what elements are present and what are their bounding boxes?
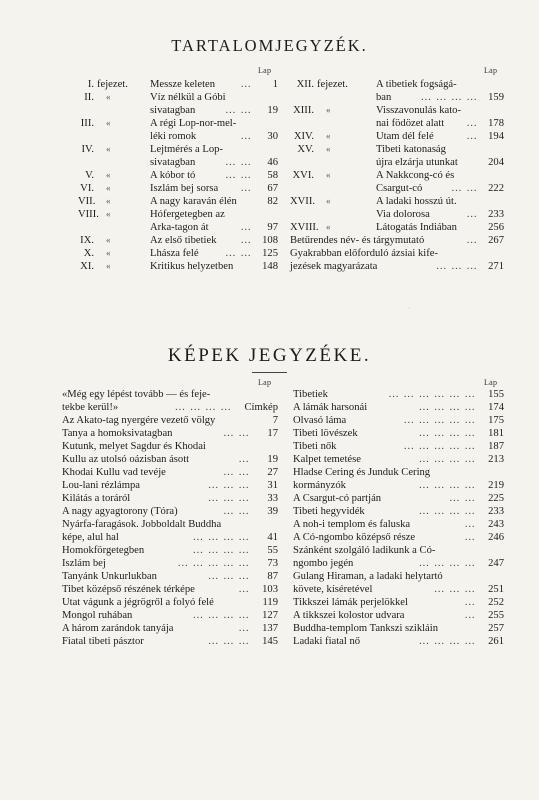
page-number: 267 [488, 235, 504, 246]
illustration-entry [293, 531, 504, 544]
page-number: 194 [488, 131, 504, 142]
page-number: 19 [267, 105, 278, 116]
ditto-mark: « [326, 170, 331, 180]
entry-title: Gyakrabban előforduló ázsiai kife- [290, 248, 438, 259]
illustration-title: Gulang Hiraman, a ladaki helytartó [293, 571, 443, 582]
toc-entry [290, 78, 504, 91]
leader-dots: … … … [207, 636, 250, 647]
leader-dots: … [240, 235, 252, 246]
toc-entry [78, 195, 278, 208]
ditto-mark: « [106, 92, 111, 102]
illustration-title: Buddha-templom Tankszi szikláin [293, 623, 438, 634]
page-number: 261 [488, 636, 504, 647]
images-title: KÉPEK JEGYZÉKE. [167, 345, 372, 366]
entry-title: Betűrendes név- és tárgymutató [290, 235, 425, 246]
page-number: 178 [488, 118, 504, 129]
leader-dots: … … … … [418, 454, 476, 465]
images-left-lap-label: Lap [258, 378, 272, 387]
chapter-number: XIII. [293, 105, 314, 116]
leader-dots: … [240, 131, 252, 142]
page-number: 213 [488, 454, 504, 465]
chapter-number: II. [84, 92, 94, 103]
illustration-title: Tibeti hegyvidék [293, 506, 365, 517]
entry-title: Hófergetegben az [150, 209, 225, 220]
page-number: 87 [267, 571, 278, 582]
illustration-title: Lou-lani rézlámpa [62, 480, 140, 491]
toc-entry [78, 182, 278, 195]
leader-dots: … … [225, 157, 252, 168]
page-number: 30 [267, 131, 278, 142]
chapter-number: XI. [80, 261, 94, 272]
illustration-entry [293, 440, 504, 453]
leader-dots: … … … … [418, 506, 476, 517]
page-number: 219 [488, 480, 504, 491]
ditto-mark: « [326, 144, 331, 154]
chapter-number: XIV. [293, 131, 314, 142]
ditto-mark: « [106, 248, 111, 258]
leader-dots: … [466, 118, 478, 129]
illustration-title: Khodai Kullu vad tevéje [62, 467, 166, 478]
illustration-entry [62, 492, 278, 505]
page-number: 148 [262, 261, 278, 272]
entry-title: Látogatás Indiában [376, 222, 457, 233]
illustration-entry [293, 388, 504, 401]
chapter-number: VII. [78, 196, 96, 207]
toc-entry [78, 169, 278, 182]
ditto-mark: « [326, 222, 331, 232]
page-number: 252 [488, 597, 504, 608]
illustration-entry [293, 583, 504, 596]
toc-entry [290, 117, 504, 130]
leader-dots: … [464, 519, 476, 530]
leader-dots: … [464, 532, 476, 543]
illustration-entry [62, 635, 278, 648]
illustration-title: Tibetiek [293, 389, 328, 400]
illustration-entry [293, 414, 504, 427]
entry-title: Kritikus helyzetben [150, 261, 234, 272]
entry-title: sivatagban [150, 157, 196, 168]
leader-dots: … … … … [418, 636, 476, 647]
ditto-mark: « [106, 235, 111, 245]
leader-dots: … … [223, 428, 250, 439]
illustration-entry [293, 427, 504, 440]
illustration-title: A három zarándok tanyája [62, 623, 174, 634]
leader-dots: … … … [207, 493, 250, 504]
illustration-title: Nyárfa-faragások. Jobboldalt Buddha [62, 519, 222, 530]
page-number: 7 [272, 415, 278, 426]
illustration-entry [293, 492, 504, 505]
illustration-entry [62, 544, 278, 557]
leader-dots: … … … … [418, 428, 476, 439]
entry-title: jezések magyarázata [290, 261, 378, 272]
entry-title: Lejtmérés a Lop- [150, 144, 223, 155]
chapter-number: XII. [296, 79, 314, 90]
page-number: 67 [267, 183, 278, 194]
page-number: 31 [267, 480, 278, 491]
page-number: 246 [488, 532, 504, 543]
leader-dots: … … [225, 248, 252, 259]
illustration-title: Szánként szolgáló ladikunk a Có- [293, 545, 436, 556]
chapter-number: VI. [80, 183, 94, 194]
leader-dots: … … … … … [403, 441, 476, 452]
page-number: 137 [262, 623, 278, 634]
toc-entry [290, 169, 504, 182]
toc-entry [78, 104, 278, 117]
page-number: 155 [488, 389, 504, 400]
leader-dots: … [240, 79, 252, 90]
illustration-title: Kilátás a toráról [62, 493, 131, 504]
illustration-title: Olvasó láma [293, 415, 347, 426]
leader-dots: … [238, 584, 250, 595]
page-number: 225 [488, 493, 504, 504]
chapter-number: XVII. [290, 196, 316, 207]
contents-title: TARTALOMJEGYZÉK. [171, 36, 368, 55]
chapter-number: XVI. [292, 170, 314, 181]
page-number: 233 [488, 209, 504, 220]
illustration-title: Tanya a homoksivatagban [62, 428, 173, 439]
illustration-entry [62, 557, 278, 570]
chapter-number: III. [80, 118, 94, 129]
page-number: 271 [488, 261, 504, 272]
entry-title: újra elzárja utunkat [376, 157, 458, 168]
leader-dots: … … … … [418, 558, 476, 569]
ditto-mark: « [106, 170, 111, 180]
illustration-title: Hladse Cering és Junduk Cering [293, 467, 431, 478]
toc-entry [290, 130, 504, 143]
illustration-entry [293, 635, 504, 648]
leader-dots: … … … [433, 584, 476, 595]
title-rule [252, 372, 287, 373]
toc-entry [78, 91, 278, 104]
leader-dots: … … … [207, 571, 250, 582]
illustration-entry [62, 596, 278, 609]
page-number: 233 [488, 506, 504, 517]
leader-dots: … [466, 131, 478, 142]
illustration-title: Utat vágunk a jégrögről a folyó felé [62, 597, 214, 608]
toc-entry [78, 221, 278, 234]
ditto-mark: « [326, 196, 331, 206]
illustration-title: kormányzók [293, 480, 346, 491]
page-number: 247 [488, 558, 504, 569]
illustration-title: Kullu az utolsó oázisban ásott [62, 454, 190, 465]
leader-dots: … … … … … [403, 415, 476, 426]
illustration-entry [62, 479, 278, 492]
chapter-number: IV. [81, 144, 94, 155]
chapter-number: XV. [297, 144, 314, 155]
entry-title: A Nakkcong-có és [376, 170, 455, 181]
page-number: 103 [262, 584, 278, 595]
illustration-entry [62, 609, 278, 622]
page-number: 27 [267, 467, 278, 478]
entry-title: sivatagban [150, 105, 196, 116]
page-number: 41 [267, 532, 278, 543]
entry-title: Lhásza felé [150, 248, 199, 259]
leader-dots: … [466, 209, 478, 220]
toc-entry [78, 208, 278, 221]
illustration-entry [62, 518, 278, 531]
illustration-entry [293, 466, 504, 479]
entry-title: Utam dél felé [376, 131, 434, 142]
page-number: 187 [488, 441, 504, 452]
entry-title: Csargut-có [376, 183, 423, 194]
leader-dots: … … … … … … [388, 389, 476, 400]
contents-right-lap-label: Lap [484, 66, 498, 75]
illustration-entry [293, 622, 504, 635]
illustration-title: ngombo jegén [293, 558, 354, 569]
leader-dots: … … [223, 506, 250, 517]
illustration-entry [62, 388, 278, 401]
page-number: Címkép [244, 402, 278, 413]
ditto-mark: « [106, 261, 111, 271]
chapter-word: fejezet. [317, 79, 348, 90]
leader-dots: … … … … … [177, 558, 250, 569]
page-number: 58 [267, 170, 278, 181]
illustration-title: Homokförgetegben [62, 545, 145, 556]
page-number: 19 [267, 454, 278, 465]
illustration-entry [62, 466, 278, 479]
leader-dots: … [240, 222, 252, 233]
leader-dots: … … … … [192, 532, 250, 543]
illustration-entry [293, 557, 504, 570]
page-number: 256 [488, 222, 504, 233]
toc-entry [78, 130, 278, 143]
illustration-title: «Még egy lépést tovább — és feje- [62, 389, 211, 400]
toc-entry [290, 156, 504, 169]
illustration-title: Kalpet temetése [293, 454, 361, 465]
chapter-number: XVIII. [290, 222, 319, 233]
page-number: 257 [488, 623, 504, 634]
toc-entry [78, 143, 278, 156]
ditto-mark: « [106, 209, 111, 219]
illustration-title: Iszlám bej [62, 558, 106, 569]
page-number: 46 [267, 157, 278, 168]
illustration-title: tekbe kerül!» [62, 402, 119, 413]
illustration-entry [293, 479, 504, 492]
toc-entry [78, 247, 278, 260]
illustration-title: Tibeti nők [293, 441, 337, 452]
page-number: 55 [267, 545, 278, 556]
illustration-entry [293, 570, 504, 583]
leader-dots: … [240, 183, 252, 194]
leader-dots: … [238, 454, 250, 465]
chapter-number: I. [87, 79, 94, 90]
entry-title: A régi Lop-nor-mel- [150, 118, 237, 129]
entry-title: Iszlám bej sorsa [150, 183, 219, 194]
ditto-mark: « [106, 183, 111, 193]
leader-dots: … [464, 610, 476, 621]
toc-entry [78, 117, 278, 130]
illustration-entry [293, 401, 504, 414]
entry-title: Messze keleten [150, 79, 216, 90]
toc-entry [290, 143, 504, 156]
page-number: 127 [262, 610, 278, 621]
page-number: 73 [267, 558, 278, 569]
leader-dots: … … … … [174, 402, 232, 413]
entry-title: A tibetiek fogságá- [376, 79, 457, 90]
chapter-number: X. [83, 248, 94, 259]
illustration-entry [293, 544, 504, 557]
page-number: 1 [272, 79, 278, 90]
illustration-entry [293, 596, 504, 609]
toc-entry [290, 195, 504, 208]
illustration-title: A nagy agyagtorony (Tóra) [62, 506, 178, 517]
leader-dots: … … [223, 467, 250, 478]
toc-entry [290, 182, 504, 195]
chapter-word: fejezet. [97, 79, 128, 90]
ditto-mark: « [106, 144, 111, 154]
chapter-number: V. [85, 170, 94, 181]
entry-title: A nagy karaván élén [150, 196, 237, 207]
entry-title: nai födözet alatt [376, 118, 445, 129]
illustration-title: Tibeti lövészek [293, 428, 358, 439]
illustration-title: Az Akato-tag nyergére vezető völgy [62, 415, 216, 426]
entry-title: Tibeti katonaság [376, 144, 446, 155]
entry-title: A kóbor tó [150, 170, 196, 181]
leader-dots: … [238, 623, 250, 634]
page-number: 125 [262, 248, 278, 259]
entry-title: Arka-tagon át [150, 222, 209, 233]
page-number: 82 [267, 196, 278, 207]
toc-entry [78, 234, 278, 247]
toc-entry [290, 91, 504, 104]
illustration-title: Tanyánk Unkurlukban [62, 571, 157, 582]
illustration-entry [62, 622, 278, 635]
illustration-title: A Csargut-có partján [293, 493, 382, 504]
toc-entry [78, 260, 278, 273]
illustration-title: Tikkszei lámák perjelökkel [293, 597, 408, 608]
page-number: 243 [488, 519, 504, 530]
illustration-entry [62, 505, 278, 518]
illustration-title: Tibet középső részének térképe [62, 584, 195, 595]
toc-entry [290, 234, 504, 247]
leader-dots: … … … [207, 480, 250, 491]
leader-dots: … … [225, 170, 252, 181]
illustration-entry [293, 518, 504, 531]
illustration-entry [62, 401, 278, 414]
leader-dots: … … … … [420, 92, 478, 103]
illustration-title: Fiatal tibeti pásztor [62, 636, 144, 647]
leader-dots: … [466, 235, 478, 246]
page-number: 174 [488, 402, 504, 413]
illustration-entry [62, 427, 278, 440]
illustration-entry [62, 583, 278, 596]
images-right-lap-label: Lap [484, 378, 498, 387]
page-number: 175 [488, 415, 504, 426]
illustration-title: követe, kíséretével [293, 584, 373, 595]
illustration-title: Mongol ruhában [62, 610, 133, 621]
page-number: 222 [488, 183, 504, 194]
illustration-entry [293, 505, 504, 518]
illustration-entry [293, 453, 504, 466]
illustration-entry [62, 570, 278, 583]
ditto-mark: « [106, 118, 111, 128]
leader-dots: … … [225, 105, 252, 116]
entry-title: Via dolorosa [376, 209, 430, 220]
leader-dots: … … [451, 183, 478, 194]
leader-dots: … … … [435, 261, 478, 272]
entry-title: A ladaki hosszú út. [376, 196, 457, 207]
toc-entry [290, 221, 504, 234]
chapter-number: IX. [80, 235, 94, 246]
toc-entry [290, 104, 504, 117]
illustration-title: A Có-ngombo középső része [293, 532, 416, 543]
page-number: 204 [488, 157, 504, 168]
illustration-title: A noh-i templom és faluska [293, 519, 411, 530]
page-number: 159 [488, 92, 504, 103]
illustration-title: A tikkszei kolostor udvara [293, 610, 405, 621]
leader-dots: … … … … [192, 610, 250, 621]
entry-title: Visszavonulás kato- [376, 105, 461, 116]
leader-dots: … … … … [418, 480, 476, 491]
entry-title: Víz nélkül a Góbi [150, 92, 226, 103]
page-number: 17 [267, 428, 278, 439]
entry-title: ban [376, 92, 392, 103]
leader-dots: … … … … [418, 402, 476, 413]
toc-entry [290, 260, 504, 273]
chapter-number: VIII. [78, 209, 99, 220]
leader-dots: … … … … [192, 545, 250, 556]
page-number: 255 [488, 610, 504, 621]
page-number: 39 [267, 506, 278, 517]
ditto-mark: « [326, 131, 331, 141]
contents-left-lap-label: Lap [258, 66, 272, 75]
illustration-title: A lámák harsonái [293, 402, 368, 413]
illustration-title: Ladaki fiatal nő [293, 636, 361, 647]
ditto-mark: « [106, 196, 111, 206]
page-number: 97 [267, 222, 278, 233]
page-number: 181 [488, 428, 504, 439]
toc-entry [290, 208, 504, 221]
illustration-title: Kutunk, melyet Sagdur és Khodai [62, 441, 206, 452]
page-number: 145 [262, 636, 278, 647]
illustration-entry [62, 453, 278, 466]
toc-entry [78, 78, 278, 91]
leader-dots: … … [449, 493, 476, 504]
illustration-entry [62, 414, 278, 427]
illustration-entry [293, 609, 504, 622]
illustration-entry [62, 440, 278, 453]
illustration-entry [62, 531, 278, 544]
ditto-mark: « [326, 105, 331, 115]
page-number: 119 [262, 597, 278, 608]
toc-entry [290, 247, 504, 260]
entry-title: Az első tibetiek [150, 235, 217, 246]
page-number: 108 [262, 235, 278, 246]
illustration-title: képe, alul hal [62, 532, 119, 543]
page-speck: · [408, 306, 410, 312]
page-number: 251 [488, 584, 504, 595]
page-number: 33 [267, 493, 278, 504]
toc-entry [78, 156, 278, 169]
entry-title: léki romok [150, 131, 197, 142]
leader-dots: … [464, 597, 476, 608]
